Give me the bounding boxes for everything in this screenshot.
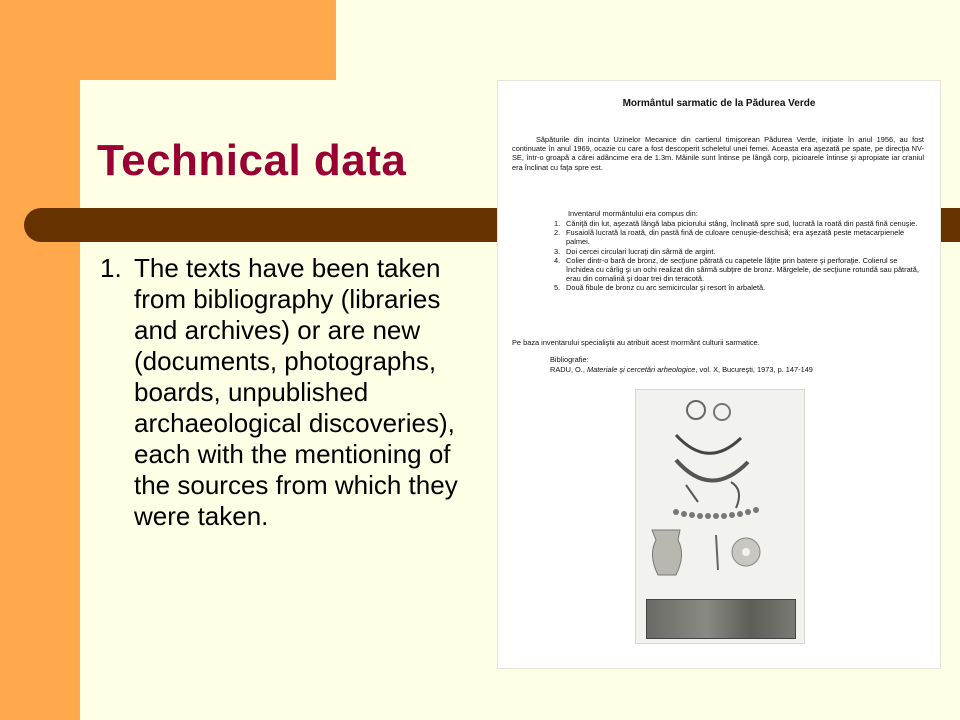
slide-title: Technical data <box>97 136 407 185</box>
document-title: Mormântul sarmatic de la Pădurea Verde <box>622 98 816 109</box>
bibliography-label: Bibliografie: <box>550 355 589 364</box>
item-text: The texts have been taken from bibliography (libraries and archives) or are new (documents, photographs, boards, unpublished archaeological discoveries), each with the mentioning of the sources from which they were taken. <box>134 253 458 531</box>
list-item: 2. Fusaiolă lucrată la roată, din pastă fină de culoare cenuşie-deschisă; era aşezată peste metacarpienele palmei. <box>554 228 905 247</box>
list-item: 5. Două fibule de bronz cu arc semicircular şi resort în arbaletă. <box>554 283 766 293</box>
orange-side-band <box>0 0 80 720</box>
item-number: 1. <box>100 253 122 283</box>
burial-photo <box>646 599 796 639</box>
document-intro: Săpăturile din incinta Uzinelor Mecanice din cartierul timişorean Pădurea Verde, iniţiate în anul 1956, au fost continuate în anul 1969, ocazie cu care a fost descoperit scheletul unei femei. Aceasta era aşezată pe spate, pe direcţia NV-SE, într-o groapă a cărei adâncime era de 1.3m. Mâinile sunt întinse pe lângă corp, picioarele întinse şi apropiate iar craniul era înclinat cu faţa spre est. <box>512 135 924 172</box>
document-image <box>497 80 941 669</box>
orange-top-band <box>0 0 336 80</box>
document-inventory-intro: Inventarul mormântului era compus din: <box>568 209 698 218</box>
document-conclusion: Pe baza inventarului specialiştii au atribuit acest mormânt culturii sarmatice. <box>512 338 760 347</box>
list-item: 1. Căniţă din lut, aşezată lângă laba piciorului stâng, înclinată spre sud, lucrată la roată din pastă fină cenuşie. <box>554 219 918 228</box>
list-item: 3. Doi cercei circulari lucraţi din sârmă de argint. <box>554 246 716 256</box>
list-item: 4. Colier dintr-o bară de bronz, de secţiune pătrată cu capetele lăţite prin batere şi perforaţie. Colierul se închidea cu cârlig şi un ochi realizat din sârmă subţire de bronz. Mărgelele, de secţiune rotundă sau pătrată, erau din cornalină şi doar trei din teracotă. <box>554 255 919 284</box>
bibliography-reference: RADU, O., Materiale şi cercetări arheologice, vol. X, Bucureşti, 1973, p. 147-149 <box>550 365 813 374</box>
document-inventory-list <box>554 219 924 293</box>
